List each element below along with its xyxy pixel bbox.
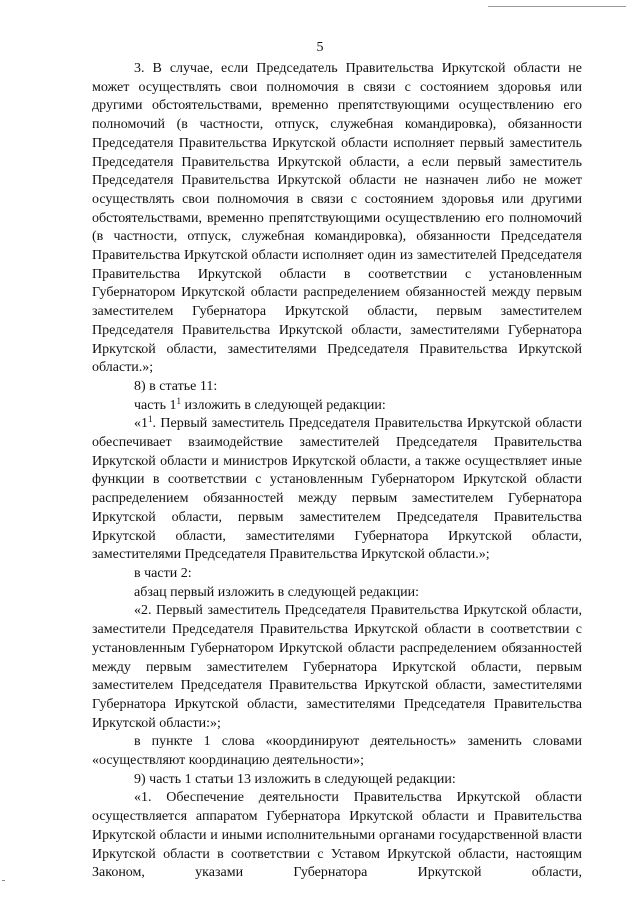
paragraph-part-1-1-text-body: . Первый заместитель Председателя Правительства Иркутской области обеспечивает взаимодействие заместителей Председателя Правительства Иркутской области и министров Иркутской области, а также осуществляет иные функции в соответствии с установленным Губернатором Иркутской области распределением обязанностей между первым заместителем Губернатора Иркутской области, первым заместителем Председателя Правительства Иркутской области, заместителями Губернатора Иркутской области, заместителями Председателя Правительства Иркутской области.»; xyxy=(92,416,582,563)
paragraph-part-1-1-text-start: «1 xyxy=(134,416,148,432)
paragraph-clause-3: 3. В случае, если Председатель Правительства Иркутской области не может осуществлять свои полномочия в связи с состоянием здоровья или другими обстоятельствами, временно препятствующими осуществлению его полномочий (в частности, отпуск, служебная командировка), обязанности Председателя Правительства Иркутской области исполняет первый заместитель Председателя Правительства Иркутской области, а если первый заместитель Председателя Правительства Иркутской области не назначен либо не может осуществлять свои полномочия в связи с состоянием здоровья или другими обстоятельствами, временно препятствующими осуществлению его полномочий (в частности, отпуск, служебная командировка), обязанности Председателя Правительства Иркутской области исполняет один из заместителей Председателя Правительства Иркутской области в соответствии с установленным Губернатором Иркутской области распределением обязанностей между первым заместителем Губернатора Иркутской области, первым заместителем Председателя Правительства Иркутской области, заместителями Губернатора Иркутской области, заместителями Председателя Правительства Иркутской области.»; xyxy=(92,61,582,376)
paragraph-part-1-1-text xyxy=(92,415,582,565)
superscript: 1 xyxy=(148,414,153,425)
document-body xyxy=(92,60,582,883)
paragraph-part-1-1-intro-text-end: изложить в следующей редакции: xyxy=(180,397,386,413)
paragraph-item-8: 8) в статье 11: xyxy=(134,378,218,394)
paragraph-part-2-text: «2. Первый заместитель Председателя Правительства Иркутской области, заместители Председателя Правительства Иркутской области в соответствии с установленным Губернатором Иркутской области распределением обязанностей между первым заместителем Губернатора Иркутской области, первым заместителем Председателя Правительства Иркутской области, заместителями Губернатора Иркутской области, заместителями Председателя Правительства Иркутской области:»; xyxy=(92,603,582,731)
paragraph-part-1-1-intro-text: часть 1 xyxy=(134,397,177,413)
paragraph-part-1-1-intro xyxy=(92,397,582,416)
paragraph-item-9: 9) часть 1 статьи 13 изложить в следующей редакции: xyxy=(134,771,456,787)
paragraph-article-13-part-1: «1. Обеспечение деятельности Правительства Иркутской области осуществляется аппаратом Губернатора Иркутской области и Правительства Иркутской области и иными исполнительными органами государственной власти Иркутской области в соответствии с Уставом Иркутской области, настоящим Законом, указами Губернатора Иркутской области, xyxy=(92,790,582,881)
scan-edge-mark xyxy=(2,880,5,881)
superscript: 1 xyxy=(176,395,181,406)
page-number: 5 xyxy=(316,40,324,55)
paragraph-first-abzac-intro: абзац первый изложить в следующей редакции: xyxy=(134,584,420,600)
paragraph-point-1-change: в пункте 1 слова «координируют деятельность» заменить словами «осуществляют координацию деятельности»; xyxy=(92,734,582,769)
paragraph-part-2-intro: в части 2: xyxy=(134,565,192,581)
top-rule xyxy=(488,6,626,7)
